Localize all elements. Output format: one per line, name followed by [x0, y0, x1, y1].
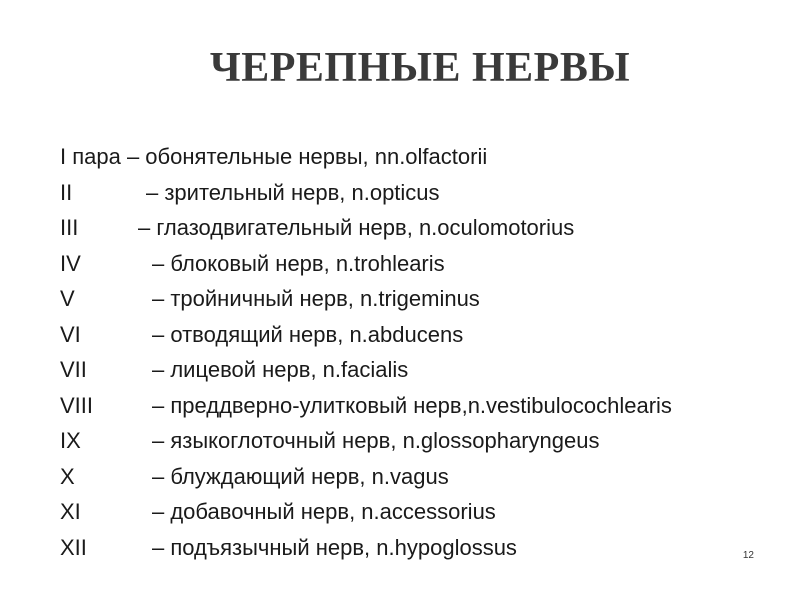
list-item [60, 530, 790, 566]
nerve-description: – лицевой нерв, n.facialis [152, 357, 409, 382]
list-item [60, 139, 790, 175]
nerve-description: – подъязычный нерв, n.hypoglossus [152, 534, 517, 560]
nerve-number: VIII [60, 392, 94, 418]
nerve-number: II [60, 179, 73, 205]
nerve-description: – блоковый нерв, n.trohlearis [152, 250, 445, 276]
slide-title: ЧЕРЕПНЫЕ НЕРВЫ [209, 45, 631, 91]
nerve-number: XII [60, 534, 87, 560]
nerve-description: – блуждающий нерв, n.vagus [152, 463, 449, 489]
nerve-description: – тройничный нерв, n.trigeminus [152, 286, 480, 311]
list-item [60, 317, 790, 353]
nerve-number: IV [60, 250, 81, 276]
nerve-description: – зрительный нерв, n.opticus [146, 179, 440, 205]
list-item [60, 175, 790, 211]
nerve-description: – преддверно-улитковый нерв,n.vestibulocochlearis [152, 392, 672, 418]
nerve-number: VI [60, 321, 81, 347]
list-item [60, 281, 790, 317]
list-item [60, 352, 790, 388]
nerve-description: – добавочный нерв, n.accessorius [152, 499, 496, 524]
list-item [60, 423, 790, 459]
nerve-number: III [60, 215, 79, 240]
page-number: 12 [742, 550, 754, 561]
nerve-description: – отводящий нерв, n.abducens [152, 321, 464, 347]
list-item [60, 459, 790, 495]
list-item [60, 388, 790, 424]
nerve-number: IX [60, 428, 81, 453]
nerve-description: – языкоглоточный нерв, n.glossopharyngeus [152, 428, 600, 453]
nerve-description: – глазодвигательный нерв, n.oculomotorius [138, 215, 575, 240]
list-item [60, 210, 790, 246]
list-item [60, 494, 790, 530]
nerve-number: V [60, 286, 75, 311]
nerve-description: I пара – обонятельные нервы, nn.olfactorii [60, 144, 488, 169]
nerve-number: X [60, 463, 75, 489]
nerve-number: VII [60, 357, 87, 382]
nerve-number: XI [60, 499, 81, 524]
cranial-nerves-list [60, 139, 790, 565]
list-item [60, 246, 790, 282]
